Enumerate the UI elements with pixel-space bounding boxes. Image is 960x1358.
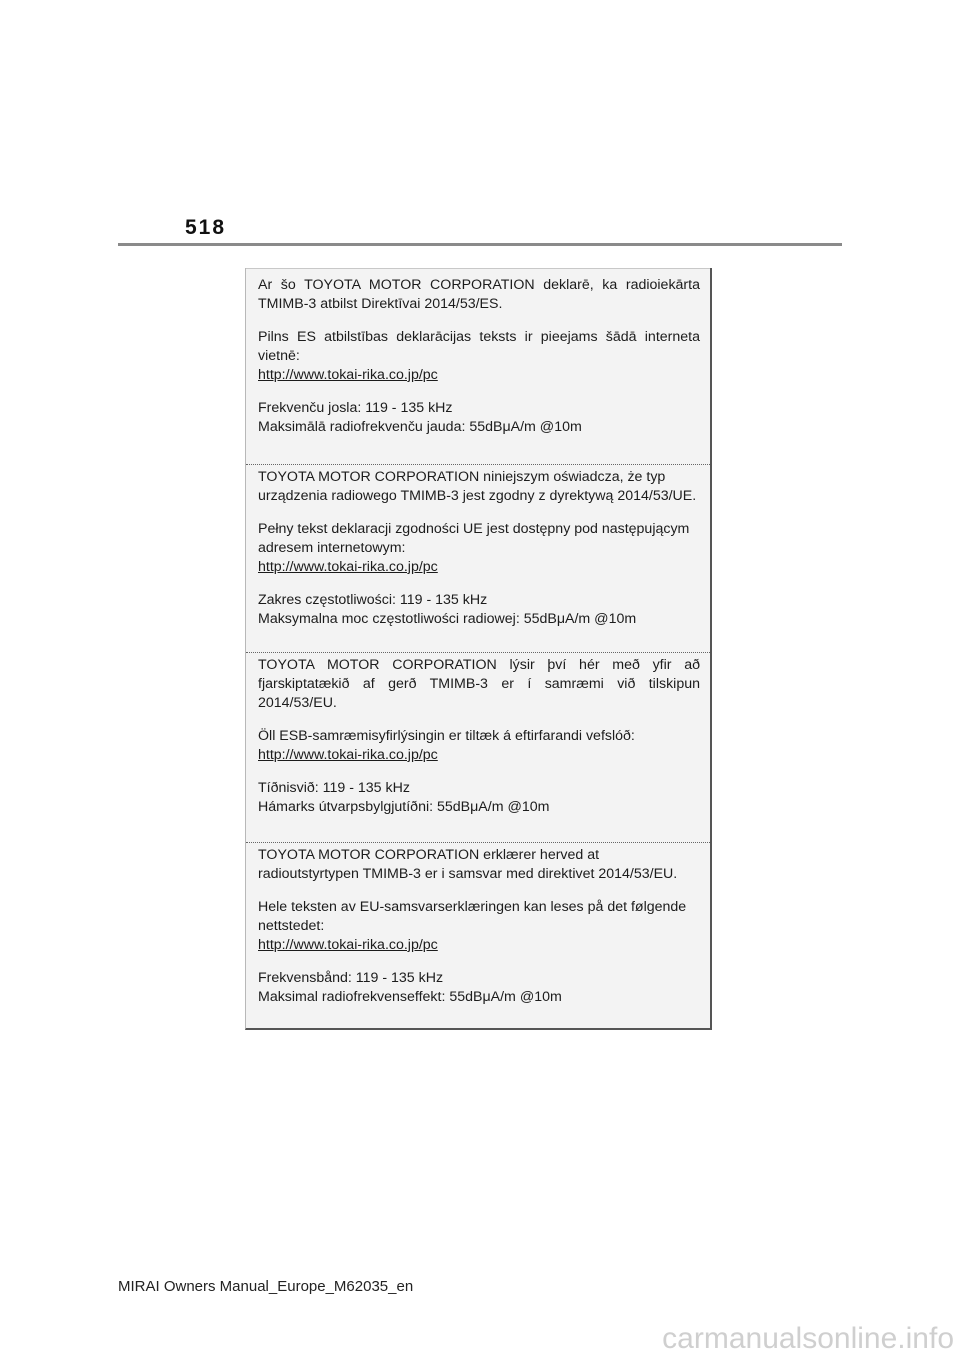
site-watermark: carmanualsonline.info	[662, 1322, 954, 1355]
fulltext-line: Pilns ES atbilstības deklarācijas teksts ir pieejams šādā interneta	[258, 329, 700, 345]
statement-line: fjarskiptatækið af gerð TMIMB-3 er í samræmi við tilskipun	[258, 676, 700, 692]
page-number: 518	[185, 216, 227, 239]
fulltext-line: Hele teksten av EU-samsvarserklæringen kan leses på det følgende	[258, 899, 687, 915]
section-divider	[246, 842, 710, 843]
fulltext-line: nettstedet:	[258, 918, 325, 934]
statement-line: TMIMB-3 atbilst Direktīvai 2014/53/ES.	[258, 296, 503, 312]
fulltext-line: Pełny tekst deklaracji zgodności UE jest dostępny pod następującym	[258, 521, 690, 537]
section-divider	[246, 652, 710, 653]
statement-line: Ar šo TOYOTA MOTOR CORPORATION deklarē, ka radioiekārta	[258, 277, 700, 293]
fulltext-line: adresem internetowym:	[258, 540, 406, 556]
header-rule	[118, 243, 842, 246]
declaration-url-link[interactable]: http://www.tokai-rika.co.jp/pc	[258, 937, 438, 953]
max-power: Maksymalna moc częstotliwości radiowej: 55dBμA/m @10m	[258, 611, 637, 627]
max-power: Maksimālā radiofrekvenču jauda: 55dBμA/m @10m	[258, 419, 582, 435]
declaration-url-link[interactable]: http://www.tokai-rika.co.jp/pc	[258, 367, 438, 383]
statement-line: 2014/53/EU.	[258, 695, 337, 711]
declaration-scan-image	[245, 268, 712, 1030]
declaration-polish	[258, 468, 700, 629]
section-divider	[246, 464, 710, 465]
statement-line: urządzenia radiowego TMIMB-3 jest zgodny z dyrektywą 2014/53/UE.	[258, 488, 697, 504]
footer-manual-title: MIRAI Owners Manual_Europe_M62035_en	[118, 1278, 414, 1295]
frequency-band: Frekvensbånd: 119 - 135 kHz	[258, 970, 444, 986]
scan-top-edge	[246, 268, 710, 269]
fulltext-line: Öll ESB-samræmisyfirlýsingin er tiltæk á eftirfarandi vefslóð:	[258, 728, 635, 744]
max-power: Hámarks útvarpsbylgjutíðni: 55dBμA/m @10m	[258, 799, 550, 815]
frequency-band: Tíðnisvið: 119 - 135 kHz	[258, 780, 410, 796]
statement-line: TOYOTA MOTOR CORPORATION niniejszym oświadcza, że typ	[258, 469, 666, 485]
max-power: Maksimal radiofrekvenseffekt: 55dBμA/m @10m	[258, 989, 562, 1005]
statement-line: radioutstyrtypen TMIMB-3 er i samsvar med direktivet 2014/53/EU.	[258, 866, 678, 882]
fulltext-line: vietnē:	[258, 348, 300, 364]
statement-line: TOYOTA MOTOR CORPORATION lýsir því hér með yfir að	[258, 657, 700, 673]
statement-line: TOYOTA MOTOR CORPORATION erklærer herved at	[258, 847, 600, 863]
declaration-url-link[interactable]: http://www.tokai-rika.co.jp/pc	[258, 559, 438, 575]
declaration-icelandic	[258, 656, 700, 817]
declaration-norwegian	[258, 846, 700, 1007]
frequency-band: Frekvenču josla: 119 - 135 kHz	[258, 400, 453, 416]
frequency-band: Zakres częstotliwości: 119 - 135 kHz	[258, 592, 488, 608]
declaration-latvian	[258, 276, 700, 437]
declaration-url-link[interactable]: http://www.tokai-rika.co.jp/pc	[258, 747, 438, 763]
